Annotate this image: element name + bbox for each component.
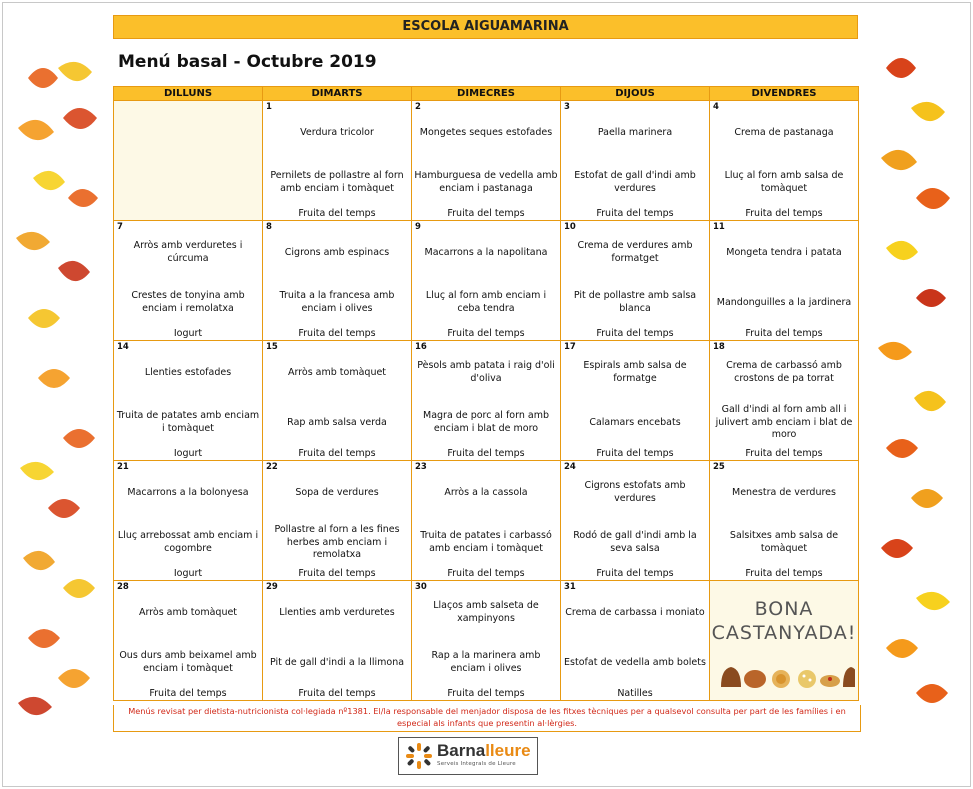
weekday-header: DIMARTS — [263, 87, 412, 101]
dessert: Fruita del temps — [298, 207, 376, 219]
day-number: 25 — [713, 462, 725, 472]
menu-day-cell — [263, 341, 412, 461]
first-course: Llenties estofades — [144, 366, 232, 378]
menu-day-cell — [561, 221, 710, 341]
first-course: Cigrons amb espinacs — [284, 246, 390, 258]
barnalleure-logo — [398, 737, 538, 775]
menu-day-cell — [710, 101, 859, 221]
day-number: 24 — [564, 462, 576, 472]
dessert: Fruita del temps — [447, 207, 525, 219]
second-course: Lluç arrebossat amb enciam i cogombre — [117, 530, 259, 554]
dessert: Fruita del temps — [745, 207, 823, 219]
menu-table — [113, 86, 859, 701]
panellet-icon — [772, 670, 790, 688]
first-course: Arròs amb tomàquet — [138, 606, 238, 618]
day-number: 4 — [713, 102, 719, 112]
dessert: Fruita del temps — [447, 687, 525, 699]
day-number: 31 — [564, 582, 576, 592]
dessert: Iogurt — [173, 447, 203, 459]
autumn-leaves-right-decoration — [866, 48, 970, 728]
leaf-cluster — [878, 58, 950, 703]
second-course: Pernilets de pollastre al forn amb enciam i tomàquet — [270, 170, 404, 194]
week-row — [114, 221, 859, 341]
first-course: Arròs amb verduretes i cúrcuma — [133, 240, 243, 264]
day-number: 22 — [266, 462, 278, 472]
dessert: Natilles — [617, 687, 653, 699]
second-course: Calamars encebats — [589, 416, 681, 428]
second-course: Pollastre al forn a les fines herbes amb enciam i remolatxa — [274, 523, 400, 561]
dessert: Fruita del temps — [596, 207, 674, 219]
menu-day-cell — [561, 101, 710, 221]
first-course: Crema de pastanaga — [734, 126, 834, 138]
dessert: Fruita del temps — [298, 567, 376, 579]
pine-nut-panellet-icon — [798, 670, 816, 688]
logo-mark-icon — [403, 740, 435, 772]
day-number: 7 — [117, 222, 123, 232]
second-course: Truita a la francesa amb enciam i olives — [279, 290, 395, 314]
dessert: Fruita del temps — [447, 447, 525, 459]
second-course: Mandonguilles a la jardinera — [716, 296, 852, 308]
second-course: Hamburguesa de vedella amb enciam i pastanaga — [414, 170, 558, 194]
menu-day-cell — [412, 581, 561, 701]
dessert: Fruita del temps — [298, 687, 376, 699]
first-course: Crema de carbassa i moniato — [565, 606, 705, 618]
second-course: Magra de porc al forn amb enciam i blat de moro — [423, 410, 549, 434]
weekday-header: DILLUNS — [114, 87, 263, 101]
weekday-header: DIJOUS — [561, 87, 710, 101]
first-course: Cigrons estofats amb verdures — [584, 480, 686, 504]
dessert: Fruita del temps — [447, 327, 525, 339]
menu-weeks — [114, 101, 859, 701]
day-number: 29 — [266, 582, 278, 592]
castanyada-cell — [710, 581, 859, 701]
day-number: 21 — [117, 462, 129, 472]
first-course: Arròs a la cassola — [444, 486, 528, 498]
first-course: Espirals amb salsa de formatge — [583, 360, 687, 384]
second-course: Rap amb salsa verda — [287, 416, 387, 428]
second-course: Estofat de vedella amb bolets — [564, 656, 706, 668]
day-number: 28 — [117, 582, 129, 592]
dessert: Fruita del temps — [596, 567, 674, 579]
first-course: Macarrons a la napolitana — [424, 246, 548, 258]
dessert: Fruita del temps — [745, 327, 823, 339]
menu-day-cell — [710, 461, 859, 581]
day-number: 16 — [415, 342, 427, 352]
dessert: Iogurt — [173, 327, 203, 339]
dessert: Fruita del temps — [447, 567, 525, 579]
day-number: 9 — [415, 222, 421, 232]
second-course: Ous durs amb beixamel amb enciam i tomàquet — [119, 650, 257, 674]
castanyada-greeting — [710, 597, 858, 645]
menu-day-cell — [114, 581, 263, 701]
menu-day-cell — [114, 221, 263, 341]
school-name-banner: ESCOLA AIGUAMARINA — [113, 15, 858, 39]
menu-day-cell — [412, 341, 561, 461]
week-row — [114, 461, 859, 581]
first-course: Arròs amb tomàquet — [287, 366, 387, 378]
first-course: Crema de verdures amb formatget — [577, 240, 693, 264]
day-number: 2 — [415, 102, 421, 112]
menu-day-cell — [561, 461, 710, 581]
day-number: 23 — [415, 462, 427, 472]
second-course: Lluç al forn amb enciam i ceba tendra — [425, 290, 547, 314]
dessert: Fruita del temps — [745, 567, 823, 579]
week-row — [114, 581, 859, 701]
first-course: Llaços amb salseta de xampinyons — [433, 600, 539, 624]
second-course: Pit de pollastre amb salsa blanca — [573, 290, 697, 314]
day-number: 10 — [564, 222, 576, 232]
greeting-line: BONA — [754, 598, 814, 620]
weekday-header: DIMECRES — [412, 87, 561, 101]
menu-day-cell — [561, 581, 710, 701]
cookie-icon — [820, 675, 840, 687]
second-course: Salsitxes amb salsa de tomàquet — [729, 530, 839, 554]
weekday-header-row — [114, 87, 859, 101]
second-course: Lluç al forn amb salsa de tomàquet — [724, 170, 844, 194]
first-course: Sopa de verdures — [295, 486, 379, 498]
second-course: Gall d'indi al forn amb all i julivert amb enciam i blat de moro — [715, 403, 853, 441]
first-course: Crema de carbassó amb crostons de pa torrat — [726, 360, 842, 384]
day-number: 30 — [415, 582, 427, 592]
greeting-line: CASTANYADA! — [711, 622, 857, 644]
first-course: Verdura tricolor — [300, 126, 374, 138]
first-course: Menestra de verdures — [732, 486, 836, 498]
logo-tagline: Serveis Integrals de Lleure — [437, 761, 516, 767]
leaf-cluster — [16, 62, 98, 715]
first-course: Mongeta tendra i patata — [726, 246, 842, 258]
day-number: 15 — [266, 342, 278, 352]
chestnut-icon — [843, 667, 855, 687]
day-number: 14 — [117, 342, 129, 352]
second-course: Crestes de tonyina amb enciam i remolatxa — [131, 290, 245, 314]
empty-day-cell — [114, 101, 263, 221]
day-number: 11 — [713, 222, 725, 232]
menu-day-cell — [263, 581, 412, 701]
dessert: Fruita del temps — [596, 447, 674, 459]
menu-day-cell — [263, 101, 412, 221]
day-number: 8 — [266, 222, 272, 232]
dessert: Fruita del temps — [596, 327, 674, 339]
dessert: Fruita del temps — [745, 447, 823, 459]
menu-day-cell — [412, 221, 561, 341]
logo-wordmark: Barnalleure — [437, 741, 531, 760]
page-title: Menú basal - Octubre 2019 — [118, 52, 377, 72]
week-row — [114, 341, 859, 461]
day-number: 1 — [266, 102, 272, 112]
menu-day-cell — [263, 221, 412, 341]
castanyada-food-icons — [715, 659, 855, 691]
first-course: Macarrons a la bolonyesa — [127, 486, 249, 498]
dessert: Iogurt — [173, 567, 203, 579]
first-course: Mongetes seques estofades — [419, 126, 553, 138]
second-course: Pit de gall d'indi a la llimona — [269, 656, 405, 668]
first-course: Paella marinera — [597, 126, 673, 138]
menu-day-cell — [114, 341, 263, 461]
first-course: Llenties amb verduretes — [279, 606, 395, 618]
menu-day-cell — [561, 341, 710, 461]
menu-day-cell — [263, 461, 412, 581]
menu-day-cell — [114, 461, 263, 581]
second-course: Truita de patates i carbassó amb enciam i tomàquet — [420, 530, 552, 554]
second-course: Rodó de gall d'indi amb la seva salsa — [573, 530, 697, 554]
chestnut-icon — [721, 667, 741, 687]
menu-day-cell — [710, 221, 859, 341]
sweet-potato-icon — [744, 670, 766, 688]
day-number: 17 — [564, 342, 576, 352]
dessert: Fruita del temps — [298, 447, 376, 459]
autumn-leaves-left-decoration — [8, 48, 112, 728]
day-number: 18 — [713, 342, 725, 352]
weekday-header: DIVENDRES — [710, 87, 859, 101]
menu-day-cell — [412, 101, 561, 221]
second-course: Truita de patates amb enciam i tomàquet — [116, 410, 260, 434]
dessert: Fruita del temps — [298, 327, 376, 339]
menu-day-cell — [412, 461, 561, 581]
week-row — [114, 101, 859, 221]
second-course: Estofat de gall d'indi amb verdures — [574, 170, 696, 194]
second-course: Rap a la marinera amb enciam i olives — [431, 650, 541, 674]
dessert: Fruita del temps — [149, 687, 227, 699]
day-number: 3 — [564, 102, 570, 112]
menu-day-cell — [710, 341, 859, 461]
first-course: Pèsols amb patata i raig d'oli d'oliva — [417, 360, 555, 384]
nutritionist-note: Menús revisat per dietista-nutricionista col·legiada nº1381. El/la responsable del menjador disposa de les fitxes tècniques per a qualsevol consulta per part de les famílies i en especial als infants que presentin al·lèrgies. — [113, 705, 861, 732]
